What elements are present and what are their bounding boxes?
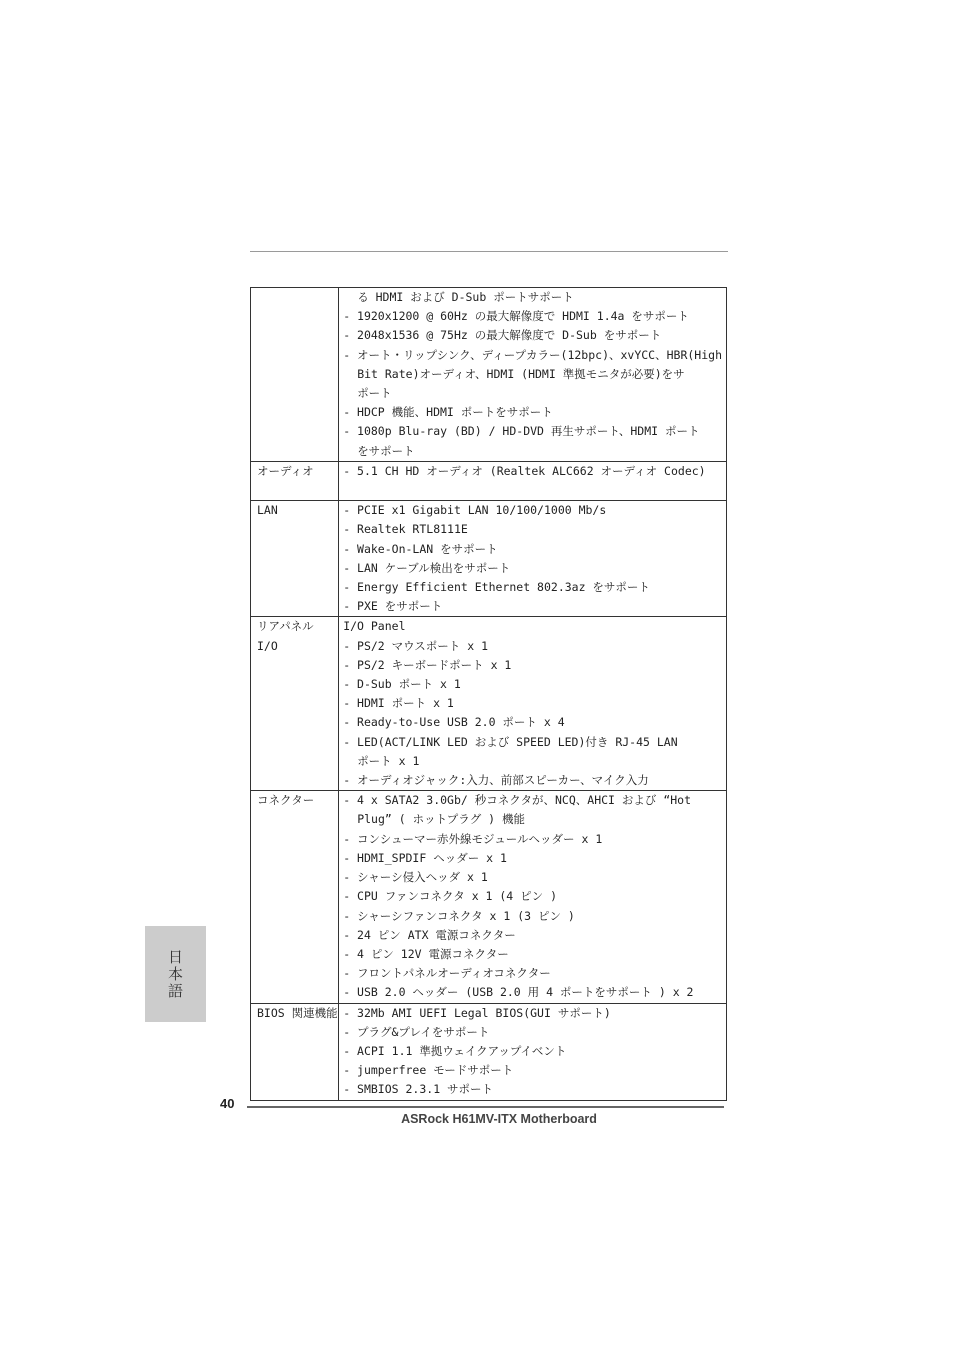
- spec-line: - D-Sub ポート x 1: [343, 677, 461, 692]
- spec-line: - SMBIOS 2.3.1 サポート: [343, 1082, 494, 1097]
- spec-line: - フロントパネルオーディオコネクター: [343, 966, 551, 981]
- spec-label: LAN: [257, 503, 278, 518]
- spec-content-cell: [339, 617, 727, 791]
- spec-row: [251, 617, 727, 791]
- spec-line: - HDCP 機能、HDMI ポートをサポート: [343, 405, 553, 420]
- spec-line: - Wake-On-LAN をサポート: [343, 541, 498, 556]
- spec-label: [257, 481, 338, 500]
- spec-line: - 24 ピン ATX 電源コネクター: [343, 927, 516, 942]
- spec-line: - ACPI 1.1 準拠ウェイクアップイベント: [343, 1043, 567, 1058]
- spec-label-cell: [251, 501, 339, 617]
- spec-label-cell: [251, 1003, 339, 1100]
- spec-line: - 1920x1200 @ 60Hz の最大解像度で HDMI 1.4a をサポート: [343, 309, 689, 324]
- spec-line: - 1080p Blu-ray (BD) / HD-DVD 再生サポート、HDMI ポート: [343, 424, 700, 439]
- spec-line: - PXE をサポート: [343, 599, 443, 614]
- spec-content-cell: [339, 288, 727, 462]
- spec-line: - HDMI ポート x 1: [343, 696, 454, 711]
- spec-line: る HDMI および D-Sub ポートサポート: [357, 290, 574, 304]
- spec-content-cell: [339, 461, 727, 500]
- spec-line: - コンシューマー赤外線モジュールヘッダー x 1: [343, 831, 603, 846]
- spec-content-cell: [339, 501, 727, 617]
- spec-line: - PS/2 マウスポート x 1: [343, 638, 489, 653]
- spec-label-cell: [251, 617, 339, 791]
- footer-product-name: ASRock H61MV-ITX Motherboard: [401, 1112, 597, 1126]
- spec-line: - jumperfree モードサポート: [343, 1063, 514, 1078]
- spec-content-cell: [339, 1003, 727, 1100]
- spec-label: [257, 307, 338, 326]
- spec-row: [251, 1003, 727, 1100]
- spec-line: Plug” ( ホットプラグ ) 機能: [357, 812, 526, 827]
- spec-line: ポート: [357, 386, 392, 401]
- spec-content-cell: [339, 791, 727, 1003]
- spec-line: - オーディオジャック:入力、前部スピーカー、マイク入力: [343, 773, 649, 788]
- spec-label: リアパネル: [257, 619, 314, 634]
- spec-line: - Realtek RTL8111E: [343, 522, 468, 537]
- spec-row: [251, 288, 727, 462]
- spec-line: - オート・リップシンク、ディープカラー(12bpc)、xvYCC、HBR(High: [343, 347, 722, 362]
- header-rule: [250, 251, 728, 252]
- spec-line: - LAN ケーブル検出をサポート: [343, 560, 511, 575]
- spec-line: - Energy Efficient Ethernet 802.3az をサポート: [343, 580, 650, 595]
- spec-line: - 4 ピン 12V 電源コネクター: [343, 946, 509, 961]
- spec-label-cell: [251, 288, 339, 462]
- spec-label: BIOS 関連機能: [257, 1005, 338, 1020]
- spec-line: - プラグ&プレイをサポート: [343, 1024, 490, 1039]
- spec-label: [257, 288, 338, 307]
- spec-label: [257, 1023, 338, 1042]
- spec-line: ポート x 1: [357, 753, 420, 768]
- spec-label: コネクター: [257, 793, 315, 808]
- language-tab-label: 日本語: [166, 948, 184, 1000]
- spec-line: - 32Mb AMI UEFI Legal BIOS(GUI サポート): [343, 1005, 611, 1020]
- spec-row: [251, 461, 727, 500]
- spec-label: I/O: [257, 638, 278, 653]
- spec-line: - シャーシファンコネクタ x 1 (3 ピン ): [343, 908, 575, 923]
- spec-label-cell: [251, 791, 339, 1003]
- spec-line: - LED(ACT/LINK LED および SPEED LED)付き RJ-45 LAN: [343, 734, 678, 749]
- footer-rule: [247, 1106, 724, 1108]
- spec-line: - 5.1 CH HD オーディオ (Realtek ALC662 オーディオ Codec): [343, 463, 706, 478]
- spec-line: - USB 2.0 ヘッダー (USB 2.0 用 4 ポートをサポート ) x 2: [343, 985, 694, 1000]
- spec-line: - Ready-to-Use USB 2.0 ポート x 4: [343, 715, 565, 730]
- spec-line: をサポート: [357, 443, 415, 458]
- spec-line: - 2048x1536 @ 75Hz の最大解像度で D-Sub をサポート: [343, 328, 662, 343]
- spec-line: - PCIE x1 Gigabit LAN 10/100/1000 Mb/s: [343, 503, 607, 518]
- spec-label: [257, 520, 338, 539]
- spec-line: I/O Panel: [343, 619, 406, 634]
- spec-label: [257, 810, 338, 829]
- spec-line: - シャーシ侵入ヘッダ x 1: [343, 870, 488, 885]
- spec-line: - 4 x SATA2 3.0Gb/ 秒コネクタが、NCQ、AHCI および “Hot: [343, 793, 692, 808]
- spec-line: - CPU ファンコネクタ x 1 (4 ピン ): [343, 889, 558, 904]
- spec-row: [251, 791, 727, 1003]
- spec-table: [250, 287, 727, 1101]
- spec-row: [251, 501, 727, 617]
- spec-label-cell: [251, 461, 339, 500]
- language-tab: [145, 926, 206, 1022]
- page-number: 40: [220, 1096, 235, 1111]
- spec-line: Bit Rate)オーディオ、HDMI (HDMI 準拠モニタが必要)をサ: [357, 366, 685, 381]
- spec-line: - PS/2 キーボードポート x 1: [343, 657, 512, 672]
- spec-label: オーディオ: [257, 463, 314, 478]
- spec-line: - HDMI_SPDIF ヘッダー x 1: [343, 850, 507, 865]
